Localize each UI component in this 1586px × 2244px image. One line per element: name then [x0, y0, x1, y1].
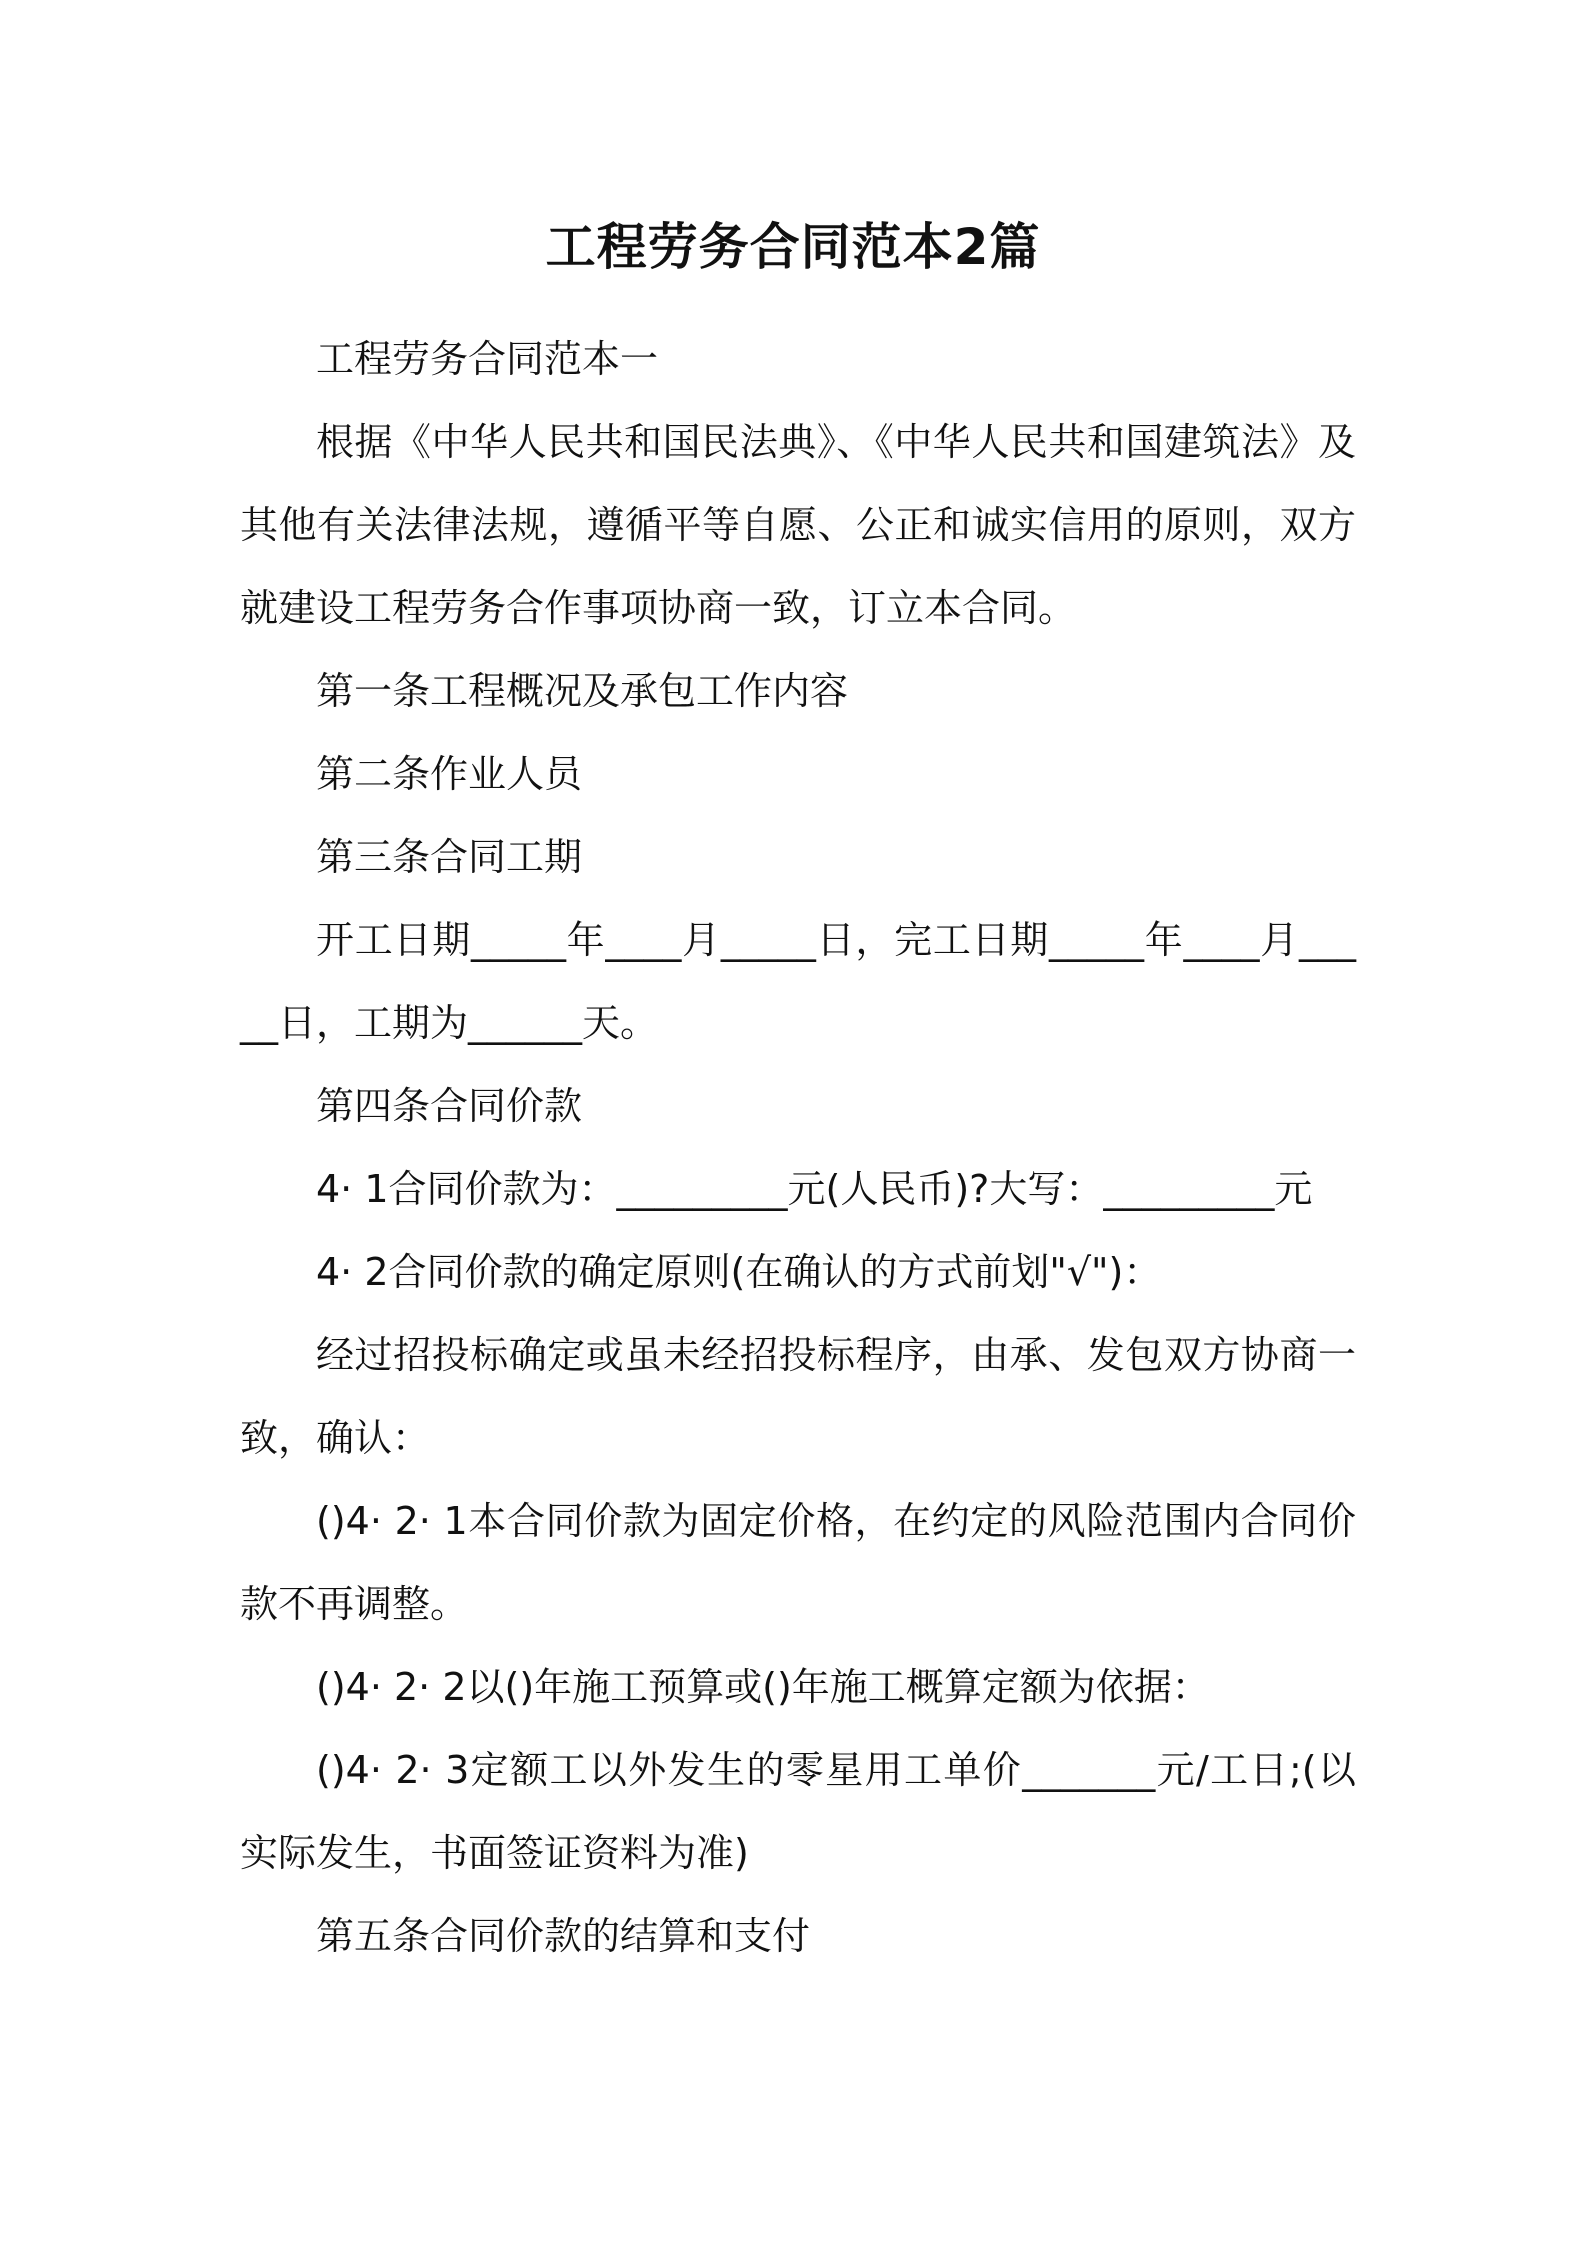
- article-heading: 第四条合同价款: [316, 1084, 583, 1128]
- document-body: [240, 318, 1356, 1978]
- body-paragraph: 经过招投标确定或虽未经招投标程序，由承、发包双方协商一致，确认：: [240, 1333, 1356, 1460]
- body-paragraph: ()4· 2· 3定额工以外发生的零星用工单价_______元/工日;(以实际发生，书面签证资料为准): [240, 1748, 1356, 1875]
- body-paragraph: ()4· 2· 2以()年施工预算或()年施工概算定额为依据：: [316, 1665, 1210, 1709]
- article-heading: 第三条合同工期: [316, 835, 583, 879]
- article-heading: 第一条工程概况及承包工作内容: [316, 669, 849, 713]
- body-paragraph: 开工日期_____年____月_____日，完工日期_____年____月_____日，工期为______天。: [240, 918, 1356, 1045]
- body-paragraph: 根据《中华人民共和国民法典》、《中华人民共和国建筑法》及其他有关法律法规，遵循平等自愿、公正和诚实信用的原则，双方就建设工程劳务合作事项协商一致，订立本合同。: [240, 420, 1356, 630]
- body-paragraph: 4· 2合同价款的确定原则(在确认的方式前划"√")：: [316, 1250, 1162, 1294]
- article-heading: 第二条作业人员: [316, 752, 583, 796]
- article-heading: 第五条合同价款的结算和支付: [316, 1914, 811, 1958]
- section-heading: 工程劳务合同范本一: [316, 337, 659, 381]
- document-title: 工程劳务合同范本2篇: [545, 218, 1041, 276]
- body-paragraph: 4· 1合同价款为：_________元(人民币)?大写：_________元: [316, 1167, 1313, 1211]
- body-paragraph: ()4· 2· 1本合同价款为固定价格，在约定的风险范围内合同价款不再调整。: [240, 1499, 1356, 1626]
